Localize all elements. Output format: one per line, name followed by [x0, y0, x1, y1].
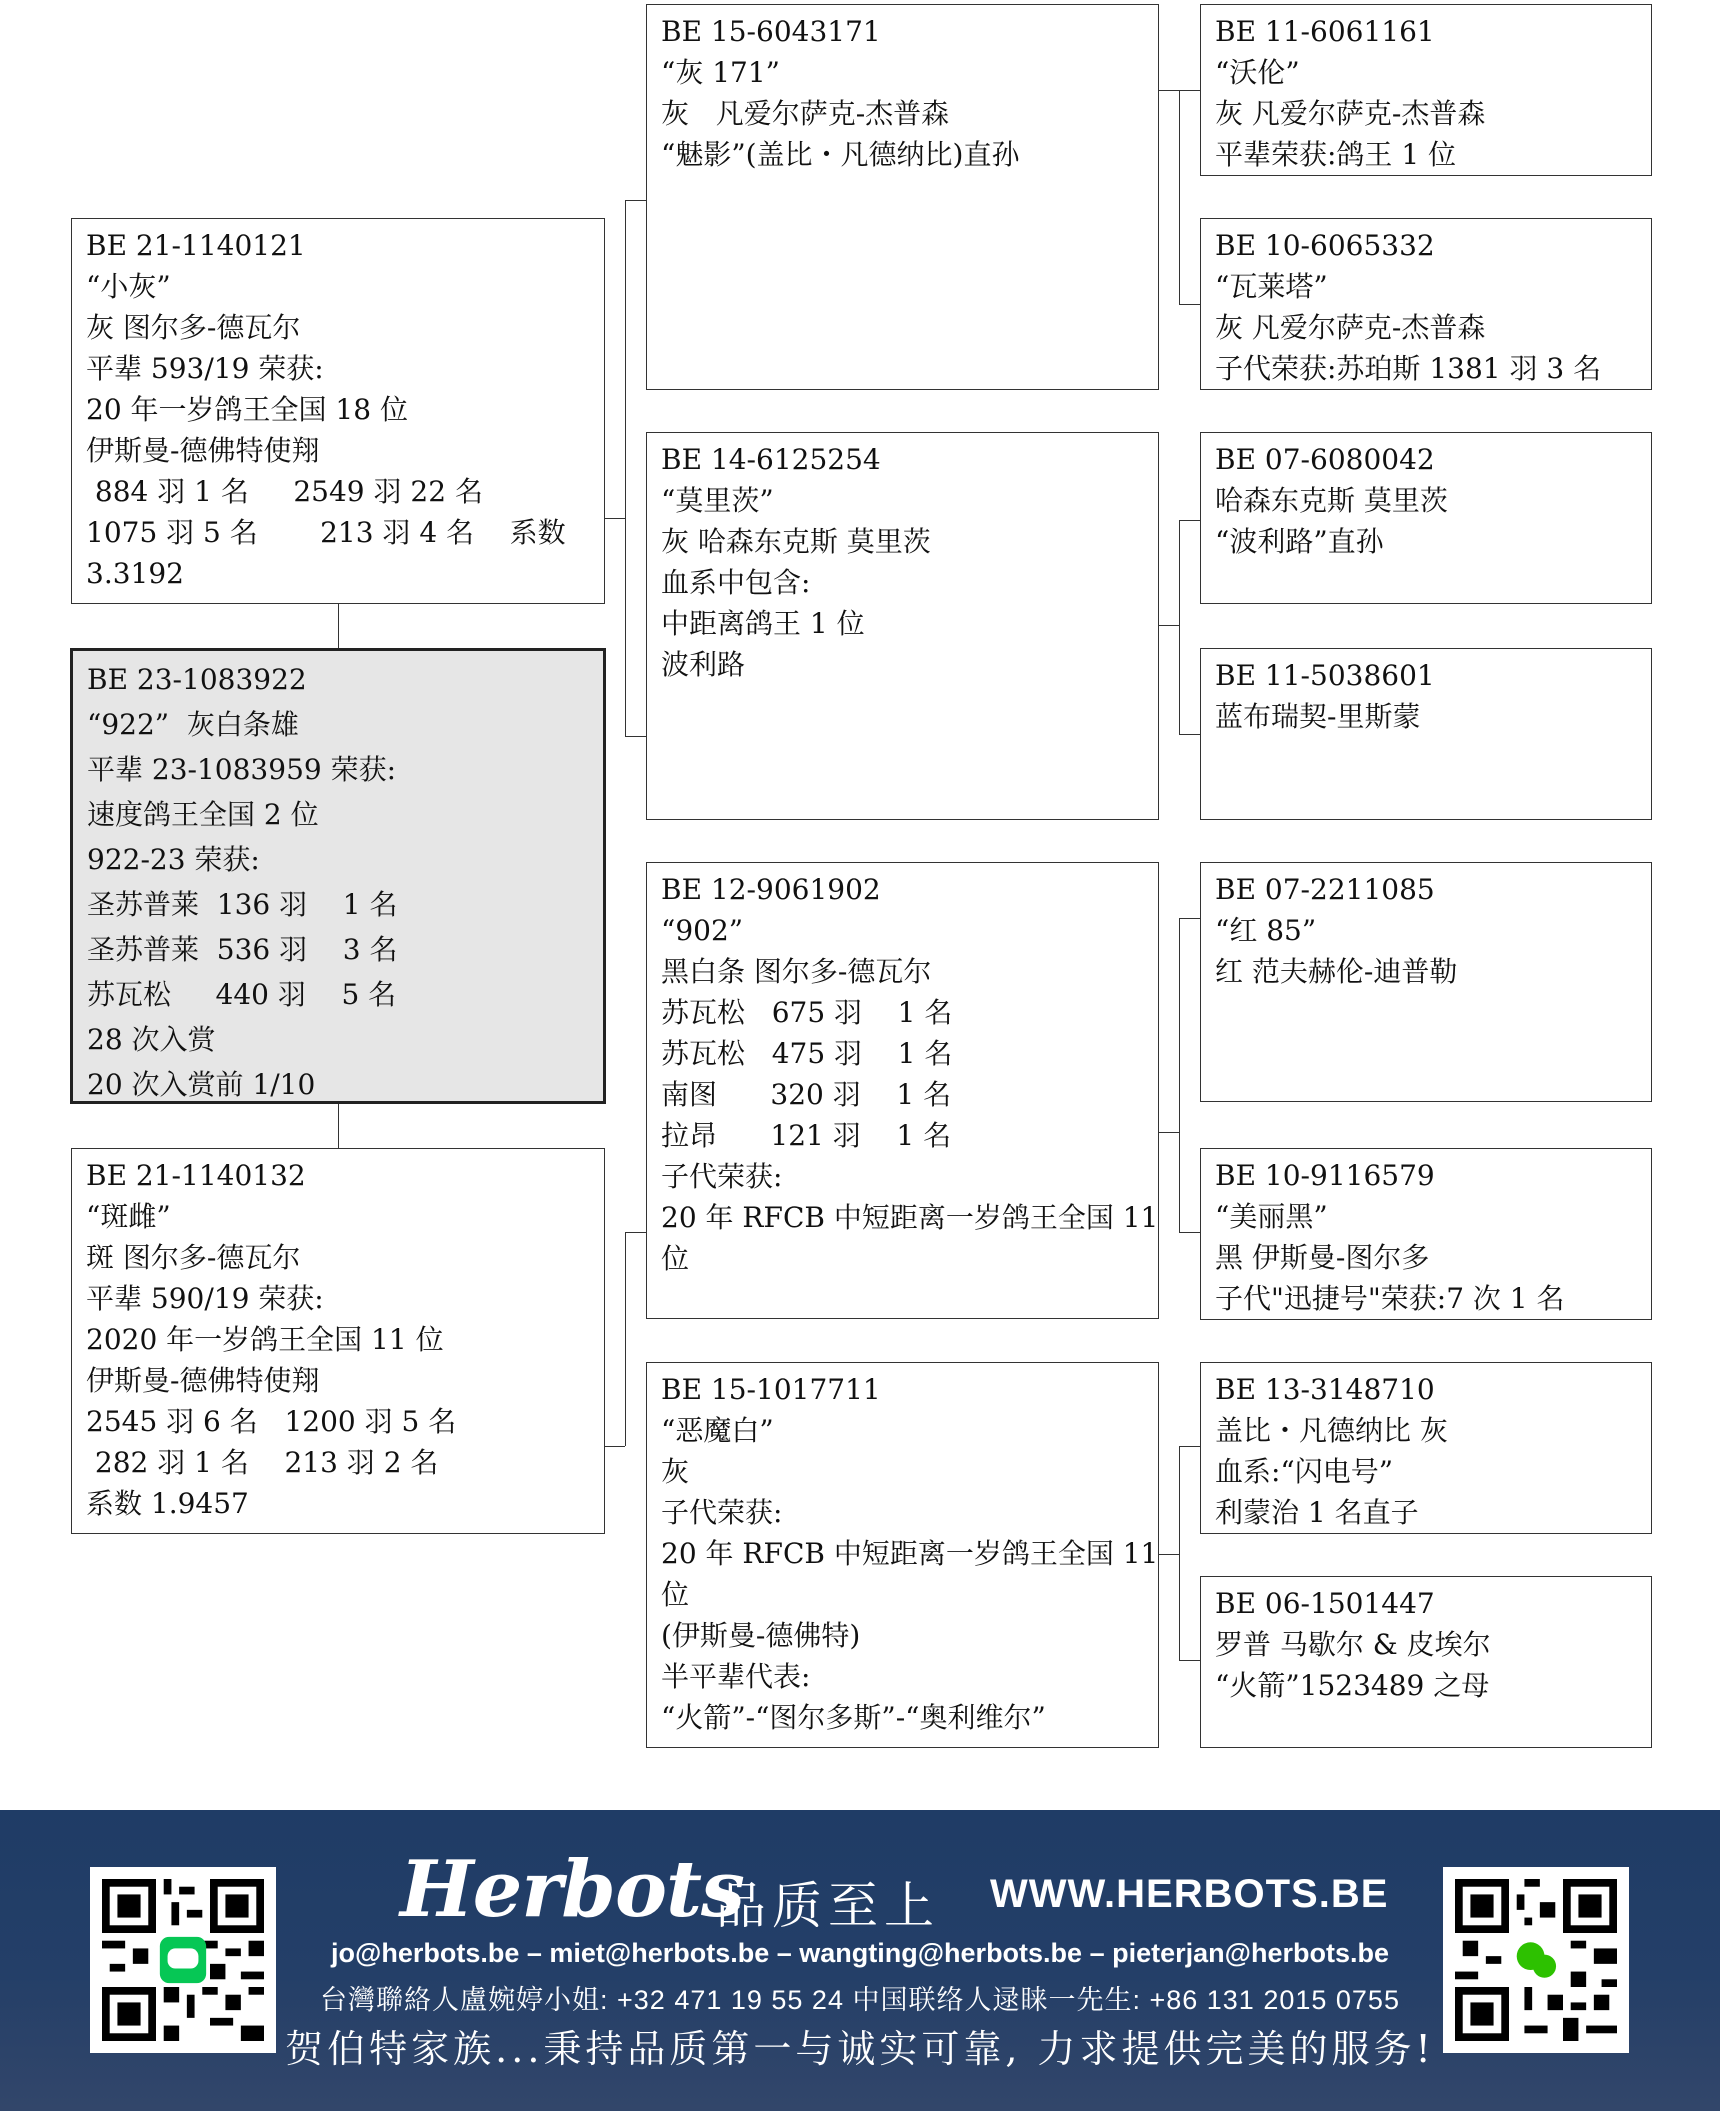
pedigree-line: BE 21-1140121 [86, 229, 306, 262]
pedigree-line: 平辈荣获:鸽王 1 位 [1215, 138, 1457, 171]
company-motto: 贺伯特家族...秉持品质第一与诚实可靠, 力求提供完美的服务! [285, 2027, 1435, 2071]
pedigree-line: 3.3192 [86, 557, 184, 590]
dam-card [71, 1148, 605, 1534]
pedigree-line: 蓝布瑞契-里斯蒙 [1215, 700, 1421, 733]
pedigree-line: 黑 伊斯曼-图尔多 [1215, 1241, 1430, 1274]
connector [625, 200, 626, 736]
contact-phones: 台灣聯絡人盧婉婷小姐: +32 471 19 55 24 中国联络人逯睐一先生: +86 131 2015 0755 [320, 1985, 1400, 2015]
pedigree-line: 伊斯曼-德佛特使翔 [86, 434, 320, 467]
pedigree-line: BE 11-6061161 [1215, 15, 1435, 48]
pedigree-line: “红 85” [1215, 914, 1317, 947]
pedigree-line: BE 10-6065332 [1215, 229, 1435, 262]
pedigree-line: “恶魔白” [661, 1414, 774, 1447]
brand-row [400, 1844, 1389, 1935]
connector [625, 1232, 646, 1233]
pedigree-line: BE 13-3148710 [1215, 1373, 1435, 1406]
pedigree-line: 灰 凡爱尔萨克-杰普森 [1215, 311, 1486, 344]
pedigree-line: 哈森东克斯 莫里茨 [1215, 484, 1448, 517]
pedigree-line: 子代"迅捷号"荣获:7 次 1 名 [1215, 1282, 1565, 1315]
connector [625, 1232, 626, 1446]
pedigree-line: 灰 [661, 1455, 690, 1488]
pedigree-line: 利蒙治 1 名直子 [1215, 1496, 1419, 1529]
connector [1179, 90, 1200, 91]
pedigree-line: 灰 凡爱尔萨克-杰普森 [1215, 97, 1486, 130]
subject-card [70, 648, 606, 1104]
connector [1179, 1660, 1200, 1661]
pedigree-line: (伊斯曼-德佛特) [661, 1619, 861, 1652]
connector [1159, 1132, 1179, 1133]
granddam-dam-side-card [646, 1362, 1159, 1748]
pedigree-line: 红 范夫赫伦-迪普勒 [1215, 955, 1458, 988]
pedigree-line: BE 10-9116579 [1215, 1159, 1435, 1192]
pedigree-line: 苏瓦松 440 羽 5 名 [87, 978, 397, 1011]
pedigree-line: 20 年 RFCB 中短距离一岁鸽王全国 11 [661, 1537, 1159, 1570]
pedigree-line: 884 羽 1 名 2549 羽 22 名 [86, 475, 483, 508]
pedigree-line: “火箭”1523489 之母 [1215, 1669, 1490, 1702]
grandsire-dam-side-card [646, 862, 1159, 1319]
pedigree-line: 斑 图尔多-德瓦尔 [86, 1241, 301, 1274]
pedigree-line: 子代荣获: [661, 1160, 783, 1193]
pedigree-line: 伊斯曼-德佛特使翔 [86, 1364, 320, 1397]
pedigree-line: 苏瓦松 475 羽 1 名 [661, 1037, 953, 1070]
connector [1159, 1554, 1179, 1555]
pedigree-line: “莫里茨” [661, 484, 774, 517]
pedigree-line: 28 次入赏 [87, 1023, 216, 1056]
pedigree-line: 苏瓦松 675 羽 1 名 [661, 996, 953, 1029]
pedigree-line: 灰 图尔多-德瓦尔 [86, 311, 301, 344]
pedigree-line: 子代荣获:苏珀斯 1381 羽 3 名 [1215, 352, 1602, 385]
pedigree-line: BE 15-6043171 [661, 15, 881, 48]
connector [1179, 734, 1200, 735]
connector [1179, 1446, 1180, 1660]
connector [338, 604, 339, 648]
herbots-logo[interactable]: Herbots [400, 1844, 744, 1935]
pedigree-line: “902” [661, 914, 744, 947]
pedigree-line: BE 07-6080042 [1215, 443, 1435, 476]
connector [338, 1104, 339, 1148]
qr-code-pattern [1455, 1879, 1617, 2041]
granddam-sire-side-card [646, 432, 1159, 820]
pedigree-line: BE 06-1501447 [1215, 1587, 1435, 1620]
pedigree-line: “瓦莱塔” [1215, 270, 1328, 303]
pedigree-line: 20 次入赏前 1/10 [87, 1068, 316, 1101]
pedigree-line: 平辈 593/19 荣获: [86, 352, 324, 385]
pedigree-line: “斑雌” [86, 1200, 171, 1233]
pedigree-line: 平辈 590/19 荣获: [86, 1282, 324, 1315]
pedigree-line: “美丽黑” [1215, 1200, 1328, 1233]
pedigree-line: 位 [661, 1578, 690, 1611]
connector [1179, 304, 1200, 305]
connector [625, 200, 646, 201]
connector [605, 518, 625, 519]
connector [625, 736, 646, 737]
pedigree-line: BE 23-1083922 [87, 663, 307, 696]
pedigree-line: “火箭”-“图尔多斯”-“奥利维尔” [661, 1701, 1046, 1734]
pedigree-line: 灰 凡爱尔萨克-杰普森 [661, 97, 950, 130]
great-grandparent-card-5 [1200, 862, 1652, 1102]
pedigree-line: “魅影”(盖比・凡德纳比)直孙 [661, 138, 1020, 171]
email-list[interactable]: jo@herbots.be – miet@herbots.be – wangting@herbots.be – pieterjan@herbots.be [331, 1938, 1389, 1968]
great-grandparent-card-6 [1200, 1148, 1652, 1320]
pedigree-line: 速度鸽王全国 2 位 [87, 798, 319, 831]
pedigree-line: 20 年一岁鸽王全国 18 位 [86, 393, 408, 426]
pedigree-line: 圣苏普莱 536 羽 3 名 [87, 933, 398, 966]
pedigree-line: 黑白条 图尔多-德瓦尔 [661, 955, 932, 988]
pedigree-line: BE 15-1017711 [661, 1373, 881, 1406]
pedigree-line: “沃伦” [1215, 56, 1300, 89]
pedigree-line: 灰 哈森东克斯 莫里茨 [661, 525, 931, 558]
connector [1179, 90, 1180, 304]
great-grandparent-card-2 [1200, 218, 1652, 390]
slogan: 品质至上 [716, 1877, 940, 1935]
great-grandparent-card-4 [1200, 648, 1652, 820]
connector [1179, 520, 1200, 521]
pedigree-line: BE 21-1140132 [86, 1159, 306, 1192]
pedigree-line: 半平辈代表: [661, 1660, 811, 1693]
connector [1179, 918, 1180, 1232]
pedigree-line: 血系:“闪电号” [1215, 1455, 1394, 1488]
pedigree-line: 中距离鸽王 1 位 [661, 607, 865, 640]
pedigree-line: BE 11-5038601 [1215, 659, 1435, 692]
grandsire-sire-side-card [646, 4, 1159, 390]
connector [1179, 1446, 1200, 1447]
pedigree-line: 血系中包含: [661, 566, 811, 599]
pedigree-line: “波利路”直孙 [1215, 525, 1384, 558]
pedigree-line: 系数 1.9457 [86, 1487, 249, 1520]
pedigree-line: BE 12-9061902 [661, 873, 881, 906]
pedigree-line: 波利路 [661, 648, 746, 681]
pedigree-line: 2020 年一岁鸽王全国 11 位 [86, 1323, 444, 1356]
connector [1179, 520, 1180, 734]
pedigree-line: “灰 171” [661, 56, 780, 89]
connector [1159, 625, 1179, 626]
connector [1179, 1232, 1200, 1233]
connector [605, 1446, 625, 1447]
pedigree-line: BE 07-2211085 [1215, 873, 1435, 906]
wechat-qr-code[interactable] [1443, 1867, 1629, 2053]
connector [1179, 918, 1200, 919]
pedigree-line: BE 14-6125254 [661, 443, 881, 476]
pedigree-line: 位 [661, 1242, 690, 1275]
pedigree-line: 子代荣获: [661, 1496, 783, 1529]
pedigree-line: “小灰” [86, 270, 171, 303]
pedigree-line: 2545 羽 6 名 1200 羽 5 名 [86, 1405, 457, 1438]
pedigree-line: 南图 320 羽 1 名 [661, 1078, 952, 1111]
pedigree-line: “922” 灰白条雄 [87, 708, 299, 741]
great-grandparent-card-1 [1200, 4, 1652, 176]
pedigree-line: 平辈 23-1083959 荣获: [87, 753, 397, 786]
footer-banner [0, 1810, 1720, 2111]
pedigree-line: 20 年 RFCB 中短距离一岁鸽王全国 11 [661, 1201, 1159, 1234]
pedigree-line: 282 羽 1 名 213 羽 2 名 [86, 1446, 439, 1479]
pedigree-line: 圣苏普莱 136 羽 1 名 [87, 888, 398, 921]
pedigree-line: 罗普 马歇尔 & 皮埃尔 [1215, 1628, 1491, 1661]
pedigree-line: 拉昂 121 羽 1 名 [661, 1119, 952, 1152]
pedigree-line: 922-23 荣获: [87, 843, 260, 876]
pedigree-line: 1075 羽 5 名 213 羽 4 名 系数 [86, 516, 566, 549]
great-grandparent-card-7 [1200, 1362, 1652, 1534]
connector [1159, 90, 1179, 91]
great-grandparent-card-3 [1200, 432, 1652, 604]
sire-card [71, 218, 605, 604]
website-link[interactable]: WWW.HERBOTS.BE [990, 1872, 1389, 1916]
pedigree-line: 盖比・凡德纳比 灰 [1215, 1414, 1448, 1447]
great-grandparent-card-8 [1200, 1576, 1652, 1748]
